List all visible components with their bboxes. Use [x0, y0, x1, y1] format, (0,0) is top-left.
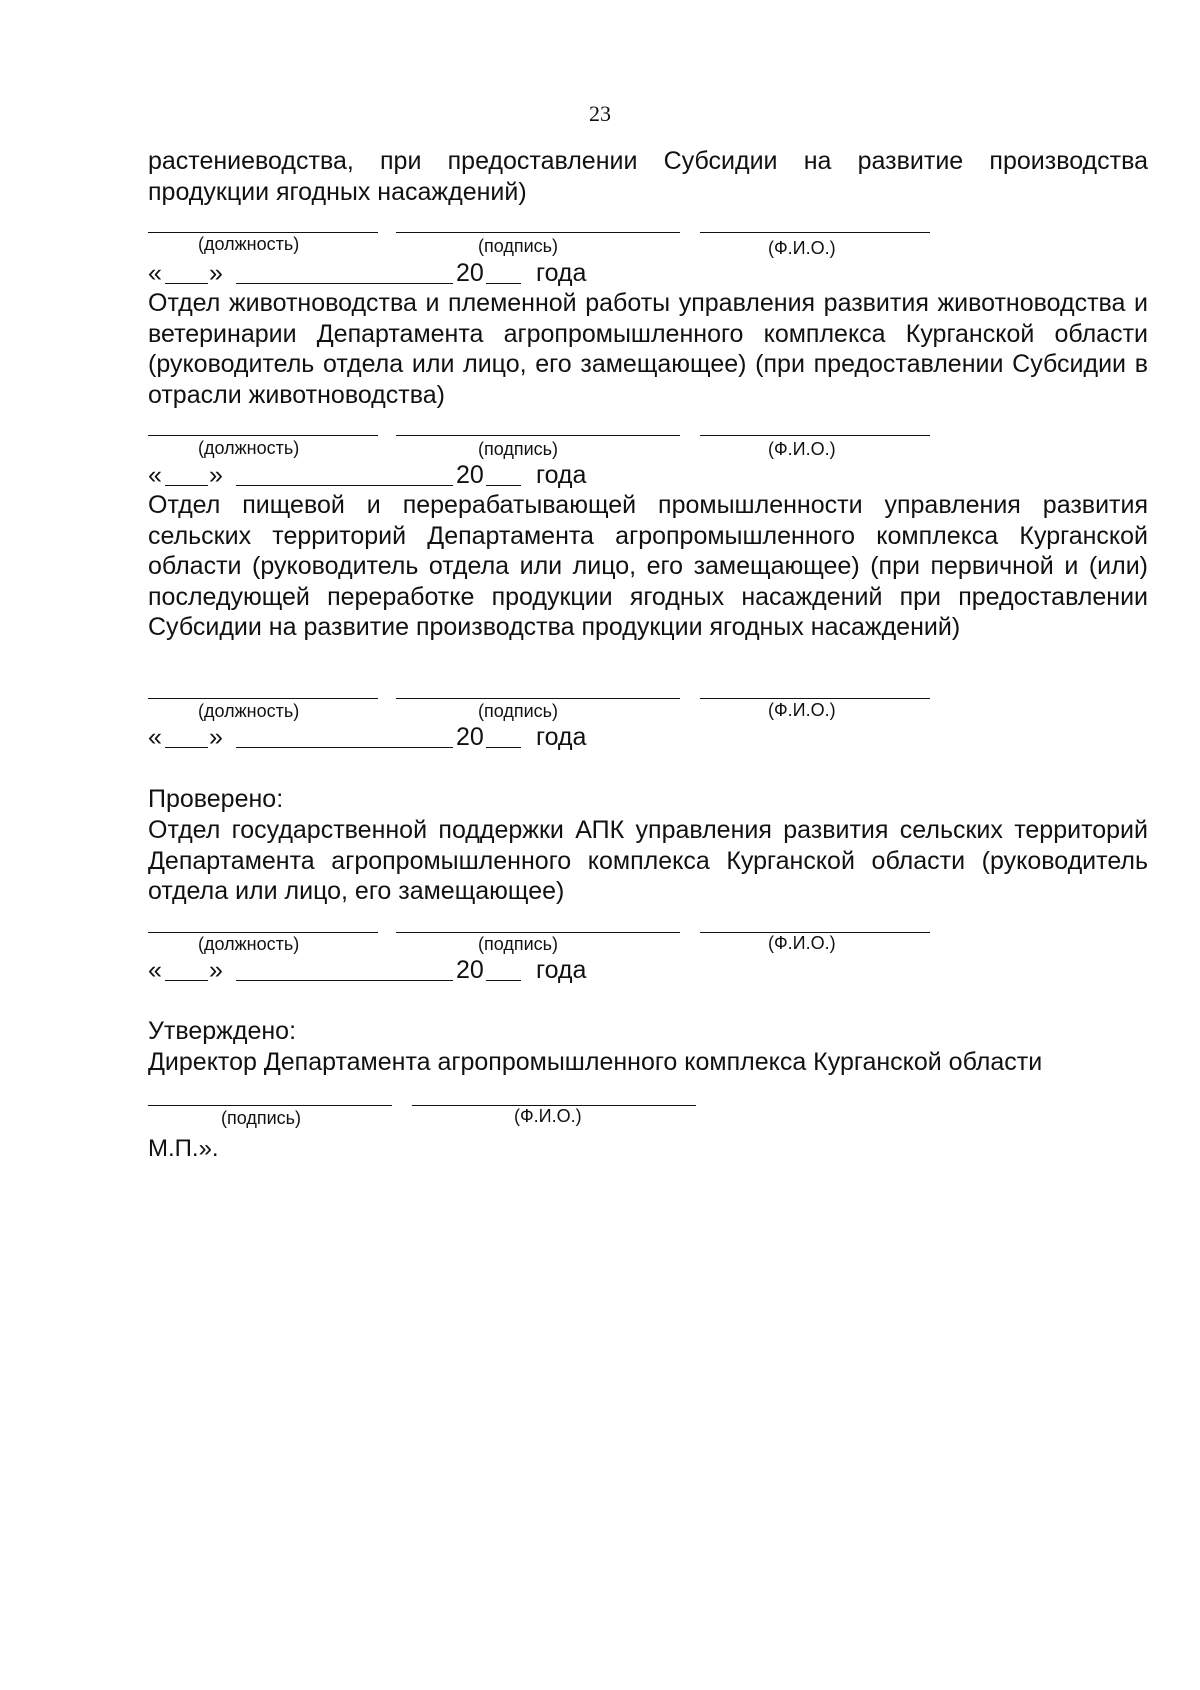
- signature-line: [396, 932, 680, 933]
- day-blank-line: [165, 485, 208, 486]
- month-blank-line: [236, 485, 453, 486]
- date-row: [148, 722, 648, 752]
- date-close-quote: »: [209, 461, 223, 489]
- year-prefix: 20: [456, 723, 484, 751]
- fio-line: [700, 232, 930, 233]
- position-line: [148, 932, 378, 933]
- date-close-quote: »: [209, 259, 223, 287]
- year-prefix: 20: [456, 461, 484, 489]
- fio-line: [700, 698, 930, 699]
- paragraph-crop-tail: растениеводства, при предоставлении Субсидии на развитие производства продукции ягодных насаждений): [148, 147, 1148, 206]
- day-blank-line: [165, 980, 208, 981]
- approved-label: Утверждено:: [148, 1017, 297, 1045]
- paragraph-approved: Директор Департамента агропромышленного комплекса Курганской области: [148, 1048, 1043, 1076]
- year-word: года: [536, 259, 587, 287]
- month-blank-line: [236, 747, 453, 748]
- position-line: [148, 698, 378, 699]
- signature-line: [396, 232, 680, 233]
- paragraph-food-industry: Отдел пищевой и перерабатывающей промышленности управления развития сельских территорий Департамента агропромышленного комплекса Курганской области (руководитель отдела или лицо, его замещающее) (при первичной и (или) последующей переработке продукции ягодных насаждений при предоставлении Субсидии на развитие производства продукции ягодных насаждений): [148, 491, 1148, 641]
- position-caption: (должность): [198, 701, 300, 721]
- date-row: [148, 460, 648, 490]
- fio-caption: (Ф.И.О.): [768, 700, 836, 720]
- fio-caption: (Ф.И.О.): [768, 439, 836, 459]
- paragraph-checked: Отдел государственной поддержки АПК управления развития сельских территорий Департамента агропромышленного комплекса Курганской области (руководитель отдела или лицо, его замещающее): [148, 816, 1148, 905]
- position-line: [148, 232, 378, 233]
- paragraph-livestock: Отдел животноводства и племенной работы управления развития животноводства и ветеринарии Департамента агропромышленного комплекса Курганской области (руководитель отдела или лицо, его замещающее) (при предоставлении Субсидии в отрасли животноводства): [148, 289, 1148, 409]
- date-close-quote: »: [209, 723, 223, 751]
- fio-line: [700, 435, 930, 436]
- month-blank-line: [236, 980, 453, 981]
- fio-caption: (Ф.И.О.): [768, 238, 836, 258]
- signature-caption: (подпись): [478, 934, 559, 954]
- year-word: года: [536, 461, 587, 489]
- signature-caption: (подпись): [478, 701, 559, 721]
- year-word: года: [536, 723, 587, 751]
- year-blank-line: [486, 980, 521, 981]
- signature-caption: (подпись): [221, 1108, 302, 1128]
- date-row: [148, 258, 648, 288]
- month-blank-line: [236, 283, 453, 284]
- date-close-quote: »: [209, 956, 223, 984]
- date-open-quote: «: [148, 259, 162, 287]
- position-caption: (должность): [198, 438, 300, 458]
- signature-line: [396, 698, 680, 699]
- position-line: [148, 435, 378, 436]
- year-blank-line: [486, 283, 521, 284]
- stamp-place: М.П.».: [148, 1135, 219, 1162]
- signature-line: [148, 1105, 392, 1106]
- year-word: года: [536, 956, 587, 984]
- date-open-quote: «: [148, 956, 162, 984]
- checked-label: Проверено:: [148, 785, 284, 813]
- date-open-quote: «: [148, 723, 162, 751]
- year-blank-line: [486, 485, 521, 486]
- fio-caption: (Ф.И.О.): [768, 933, 836, 953]
- year-prefix: 20: [456, 956, 484, 984]
- year-prefix: 20: [456, 259, 484, 287]
- day-blank-line: [165, 747, 208, 748]
- date-row: [148, 955, 648, 985]
- position-caption: (должность): [198, 234, 300, 254]
- year-blank-line: [486, 747, 521, 748]
- signature-line: [396, 435, 680, 436]
- position-caption: (должность): [198, 934, 300, 954]
- signature-caption: (подпись): [478, 236, 559, 256]
- date-open-quote: «: [148, 461, 162, 489]
- day-blank-line: [165, 283, 208, 284]
- signature-caption: (подпись): [478, 439, 559, 459]
- page-number: 23: [589, 101, 611, 126]
- fio-caption: (Ф.И.О.): [514, 1106, 582, 1126]
